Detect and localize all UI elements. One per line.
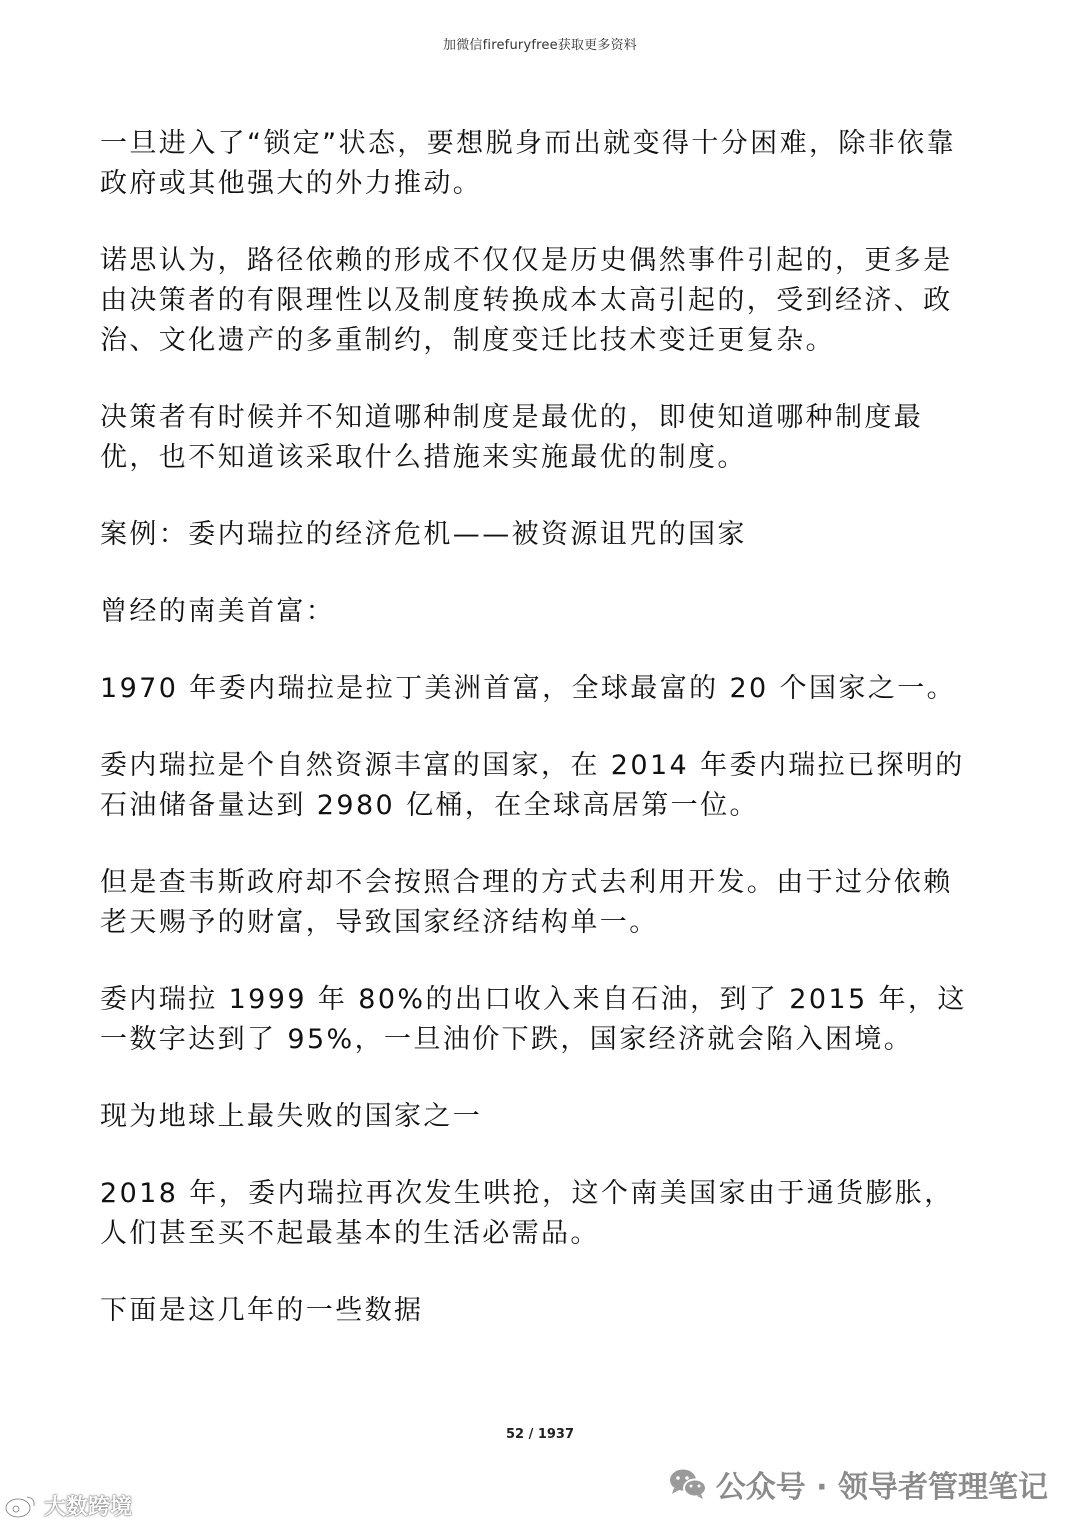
paragraph: 1970 年委内瑞拉是拉丁美洲首富，全球最富的 20 个国家之一。 bbox=[100, 673, 957, 704]
paragraph: 但是查韦斯政府却不会按照合理的方式去利用开发。由于过分依赖老天赐予的财富，导致国家经济结构单一。 bbox=[100, 867, 953, 938]
wechat-logo-icon bbox=[668, 1467, 708, 1501]
section-heading: 现为地球上最失败的国家之一 bbox=[100, 1101, 483, 1132]
watermark-right bbox=[668, 1462, 1048, 1506]
watermark-left-text: 大数跨境 bbox=[44, 1495, 133, 1520]
paragraph: 2018 年，委内瑞拉再次发生哄抢，这个南美国家由于通货膨胀，人们甚至买不起最基本的生活必需品。 bbox=[100, 1178, 954, 1249]
case-heading: 案例：委内瑞拉的经济危机——被资源诅咒的国家 bbox=[100, 519, 747, 550]
paragraph: 诺思认为，路径依赖的形成不仅仅是历史偶然事件引起的，更多是由决策者的有限理性以及制度转换成本太高引起的，受到经济、政治、文化遗产的多重制约，制度变迁比技术变迁更复杂。 bbox=[100, 245, 953, 356]
watermark-left bbox=[4, 1490, 132, 1521]
page-header: 加微信firefuryfree获取更多资料 bbox=[443, 38, 637, 53]
paragraph: 决策者有时候并不知道哪种制度是最优的，即使知道哪种制度最优，也不知道该采取什么措施来实施最优的制度。 bbox=[100, 402, 924, 473]
section-heading: 曾经的南美首富： bbox=[100, 596, 336, 627]
document-body bbox=[100, 124, 980, 1368]
paragraph: 下面是这几年的一些数据 bbox=[100, 1295, 424, 1326]
weibo-logo-icon bbox=[4, 1493, 38, 1519]
page-number: 52 / 1937 bbox=[505, 1427, 575, 1442]
watermark-right-text: 公众号 · 领导者管理笔记 bbox=[715, 1470, 1048, 1505]
paragraph: 委内瑞拉 1999 年 80%的出口收入来自石油，到了 2015 年，这一数字达到了 95%，一旦油价下跌，国家经济就会陷入困境。 bbox=[100, 984, 967, 1055]
paragraph: 委内瑞拉是个自然资源丰富的国家，在 2014 年委内瑞拉已探明的石油储备量达到 2980 亿桶，在全球高居第一位。 bbox=[100, 750, 965, 821]
paragraph: 一旦进入了“锁定”状态，要想脱身而出就变得十分困难，除非依靠政府或其他强大的外力推动。 bbox=[100, 128, 956, 199]
